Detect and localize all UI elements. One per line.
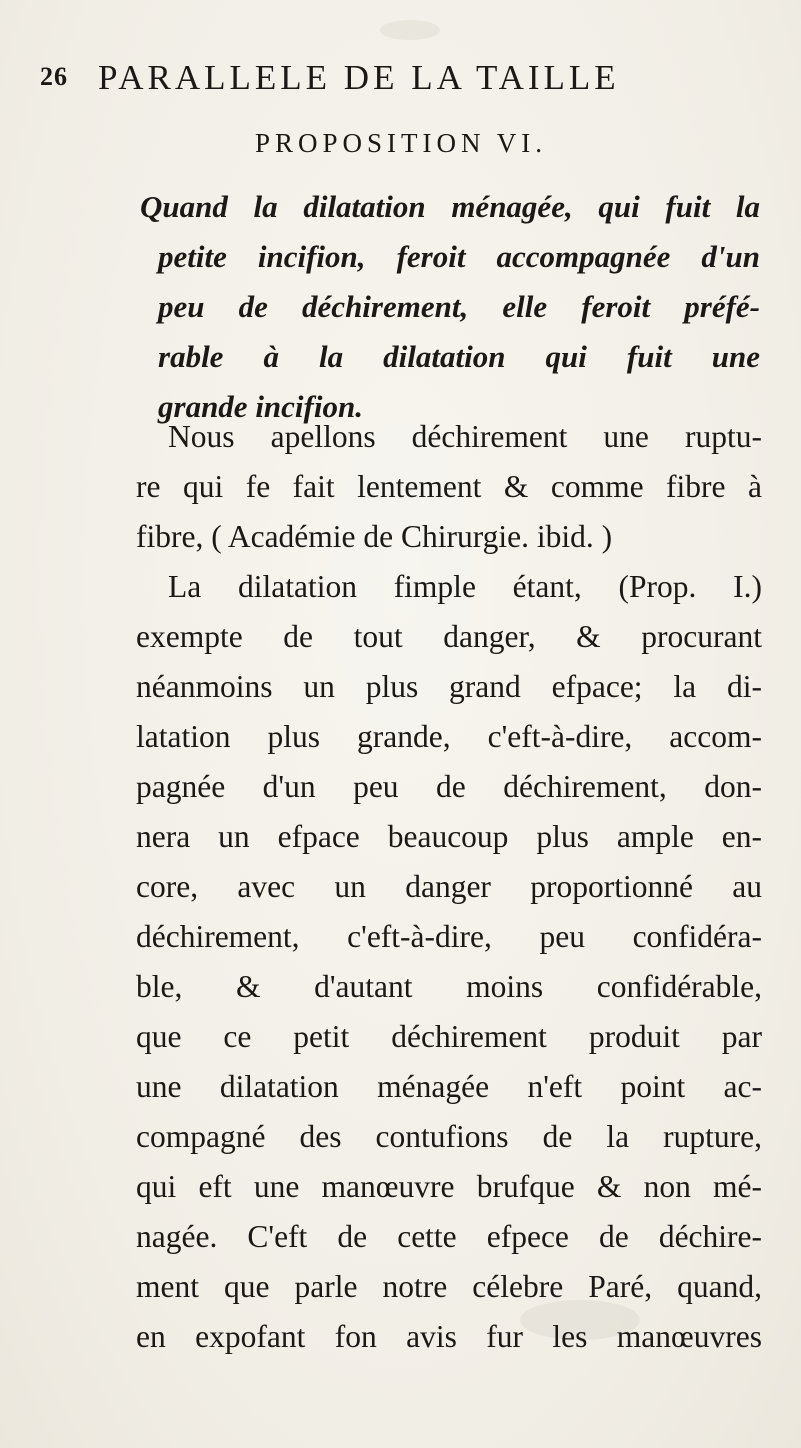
page-number: 26: [40, 62, 68, 91]
running-title: PARALLELE DE LA TAILLE: [98, 58, 620, 97]
body-line: ment que parle notre célebre Paré, quand,: [136, 1269, 762, 1304]
body-line: une dilatation ménagée n'eft point ac-: [136, 1069, 762, 1104]
body-line: compagné des contufions de la rupture,: [136, 1119, 762, 1154]
body-line: Nous apellons déchirement une ruptu-: [168, 419, 762, 454]
body-line: pagnée d'un peu de déchirement, don-: [136, 769, 762, 804]
body-line: nagée. C'eft de cette efpece de déchire-: [136, 1219, 762, 1254]
body-line: qui eft une manœuvre brufque & non mé-: [136, 1169, 762, 1204]
body-line: que ce petit déchirement produit par: [136, 1019, 762, 1054]
statement-line: petite incifion, feroit accompagnée d'un: [158, 239, 760, 274]
body-line: exempte de tout danger, & procurant: [136, 619, 762, 654]
paper-stain: [380, 20, 440, 40]
body-line: ble, & d'autant moins confidérable,: [136, 969, 762, 1004]
statement-line: Quand la dilatation ménagée, qui fuit la: [140, 189, 760, 224]
proposition-statement: [140, 182, 760, 432]
body-text: [136, 412, 762, 1362]
body-line: en expofant fon avis fur les manœuvres: [136, 1319, 762, 1354]
body-line: néanmoins un plus grand efpace; la di-: [136, 669, 762, 704]
body-line: core, avec un danger proportionné au: [136, 869, 762, 904]
statement-line: peu de déchirement, elle feroit préfé-: [158, 289, 760, 324]
body-line: nera un efpace beaucoup plus ample en-: [136, 819, 762, 854]
section-heading: PROPOSITION VI.: [255, 128, 548, 158]
body-line: fibre, ( Académie de Chirurgie. ibid. ): [136, 519, 613, 554]
body-line: latation plus grande, c'eft-à-dire, accom-: [136, 719, 762, 754]
statement-line: rable à la dilatation qui fuit une: [158, 339, 760, 374]
body-line: La dilatation fimple étant, (Prop. I.): [168, 569, 762, 604]
body-line: déchirement, c'eft-à-dire, peu confidéra-: [136, 919, 762, 954]
body-line: re qui fe fait lentement & comme fibre à: [136, 469, 762, 504]
statement-line: grande incifion.: [158, 389, 363, 424]
running-head: [40, 58, 740, 98]
